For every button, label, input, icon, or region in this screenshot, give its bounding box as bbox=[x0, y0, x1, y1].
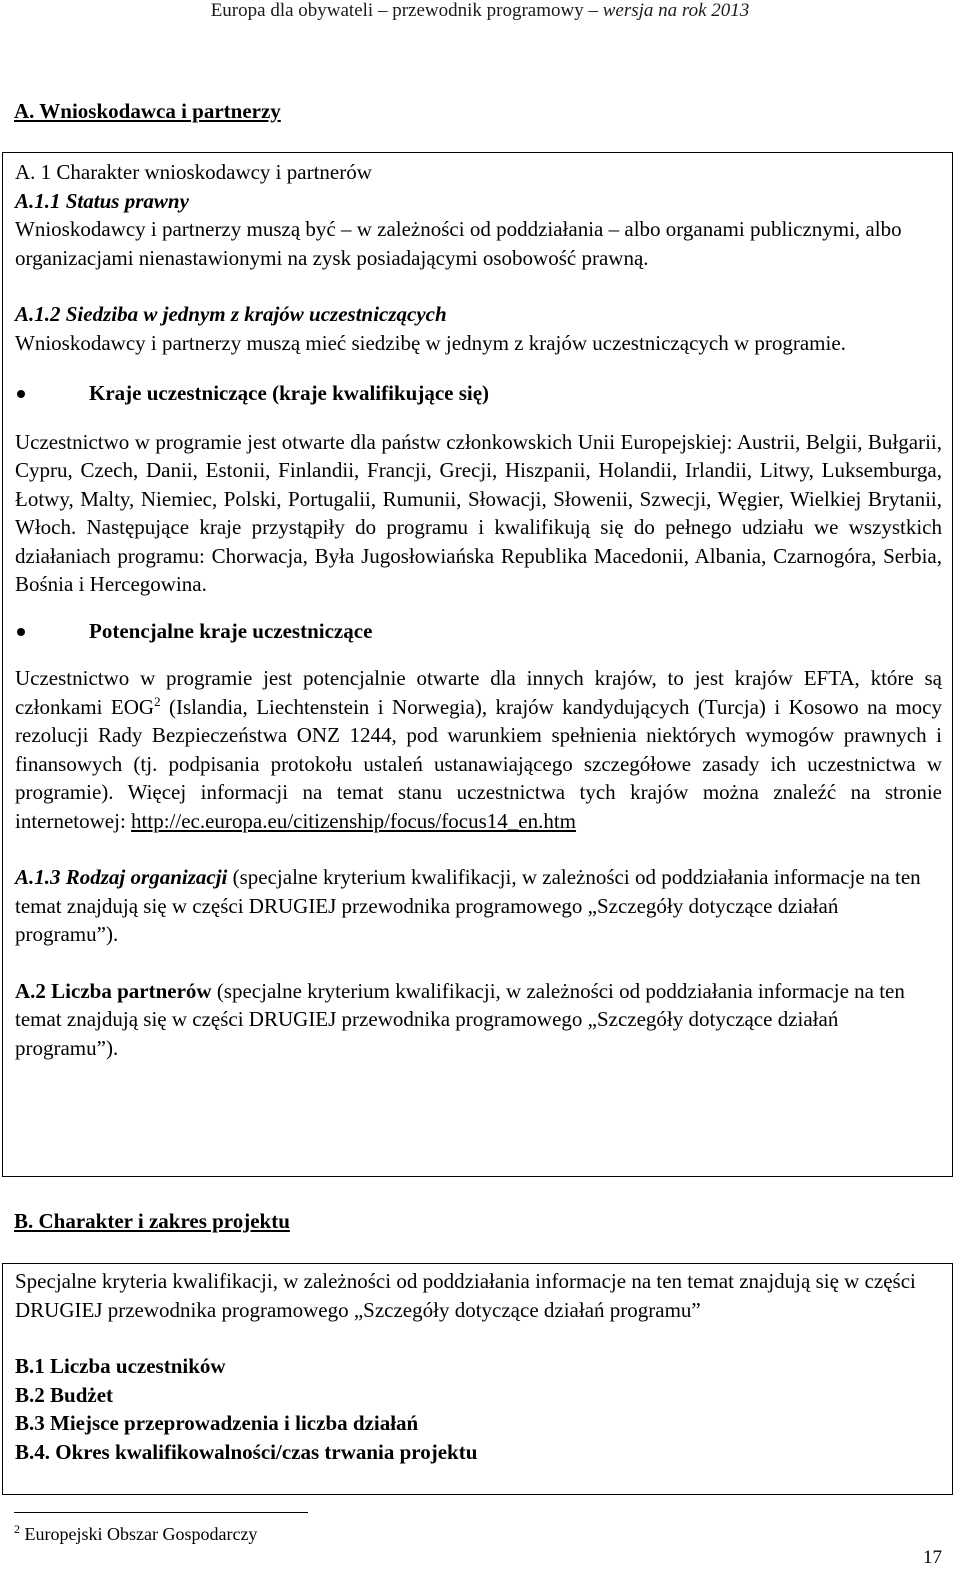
footnote-ref[interactable]: 2 bbox=[154, 693, 161, 709]
bullet1-title: Kraje uczestniczące (kraje kwalifikujące się) bbox=[89, 381, 490, 405]
a2-heading: A.2 Liczba partnerów bbox=[15, 978, 212, 1003]
bullet-potential-countries bbox=[15, 617, 942, 646]
bullet2-text-before: Uczestnictwo w programie jest potencjalnie otwarte dla innych krajów, to jest krajów EFTA, które są członkami EOG bbox=[15, 666, 942, 719]
footnote bbox=[14, 1522, 257, 1546]
section-a-box bbox=[2, 152, 953, 1177]
bullet1-text: Uczestnictwo w programie jest otwarte dla państw członkowskich Unii Europejskiej: Austrii, Belgii, Bułgarii, Cypru, Czech, Danii, Estonii, Finlandii, Francji, Grecji, Hiszpanii, Holandii, Irlandii, Litwy, Luksemburga, Łotwy, Malty, Niemiec, Polski, Portugalii, Rumunii, Słowacji, Słowenii, Szwecji, Węgier, Wielkiej Brytanii, Włoch. Następujące kraje przystąpiły do programu i kwalifikują się do pełnego udziału we wszystkich działaniach programu: Chorwacja, Była Jugosłowiańska Republika Macedonii, Albania, Czarnogóra, Serbia, Bośnia i Hercegowina. bbox=[15, 429, 942, 596]
a2-paragraph bbox=[15, 977, 942, 1063]
running-header bbox=[0, 0, 960, 24]
header-version: wersja na rok 2013 bbox=[602, 0, 750, 21]
a11-heading: A.1.1 Status prawny bbox=[15, 188, 189, 213]
a13-paragraph bbox=[15, 863, 942, 949]
section-b-intro: Specjalne kryteria kwalifikacji, w zależności od poddziałania informacje na ten temat znajdują się w części DRUGIEJ przewodnika programowego „Szczegóły dotyczące działań programu” bbox=[15, 1269, 916, 1322]
bullet-icon bbox=[17, 628, 25, 636]
bullet-participating-countries bbox=[15, 379, 942, 408]
a12-heading: A.1.2 Siedziba w jednym z krajów uczestniczących bbox=[15, 302, 447, 326]
a13-heading: A.1.3 Rodzaj organizacji bbox=[15, 865, 228, 889]
a13-text: (specjalne kryterium kwalifikacji, w zależności od poddziałania informacje na ten temat znajdują się w części DRUGIEJ przewodnika programowego „Szczegóły dotyczące działań programu”). bbox=[15, 865, 921, 946]
b1-item: B.1 Liczba uczestników bbox=[15, 1354, 226, 1378]
focus-link[interactable]: http://ec.europa.eu/citizenship/focus/focus14_en.htm bbox=[131, 808, 577, 833]
bullet2-text bbox=[15, 664, 942, 835]
section-b-heading: B. Charakter i zakres projektu bbox=[14, 1209, 290, 1233]
bullet-icon bbox=[17, 390, 25, 398]
a2-text: (specjalne kryterium kwalifikacji, w zależności od poddziałania informacje na ten temat znajdują się w części DRUGIEJ przewodnika programowego „Szczegóły dotyczące działań programu”). bbox=[15, 978, 905, 1060]
a1-heading: A. 1 Charakter wnioskodawcy i partnerów bbox=[15, 160, 372, 184]
a11-text: Wnioskodawcy i partnerzy muszą być – w zależności od poddziałania – albo organami publicznymi, albo organizacjami nienastawionymi na zysk posiadającymi osobowość prawną. bbox=[15, 217, 902, 270]
a12-text: Wnioskodawcy i partnerzy muszą mieć siedzibę w jednym z krajów uczestniczących w programie. bbox=[15, 330, 846, 355]
footnote-text: Europejski Obszar Gospodarczy bbox=[20, 1524, 258, 1544]
header-title: Europa dla obywateli – przewodnik programowy – bbox=[210, 0, 603, 21]
b3-item: B.3 Miejsce przeprowadzenia i liczba działań bbox=[15, 1411, 419, 1435]
footnote-number: 2 bbox=[14, 1522, 20, 1536]
page-number: 17 bbox=[923, 1547, 942, 1568]
b2-item: B.2 Budżet bbox=[15, 1382, 114, 1407]
footnote-divider bbox=[14, 1512, 308, 1513]
section-a-heading: A. Wnioskodawca i partnerzy bbox=[14, 99, 281, 123]
section-b-box bbox=[2, 1263, 953, 1495]
b4-item: B.4. Okres kwalifikowalności/czas trwania projektu bbox=[15, 1439, 478, 1464]
bullet2-title: Potencjalne kraje uczestniczące bbox=[89, 618, 373, 643]
bullet2-text-after: (Islandia, Liechtenstein i Norwegia), krajów kandydujących (Turcja) i Kosowo na mocy rezolucji Rady Bezpieczeństwa ONZ 1244, pod warunkiem spełnienia niektórych wymogów prawnych i finansowych (tj. podpisania protokołu ustaleń ustanawiającego szczegółowe zasady ich uczestnictwa w programie). Więcej informacji na temat stanu uczestnictwa tych krajów można znaleźć na stronie internetowej: bbox=[15, 694, 942, 833]
